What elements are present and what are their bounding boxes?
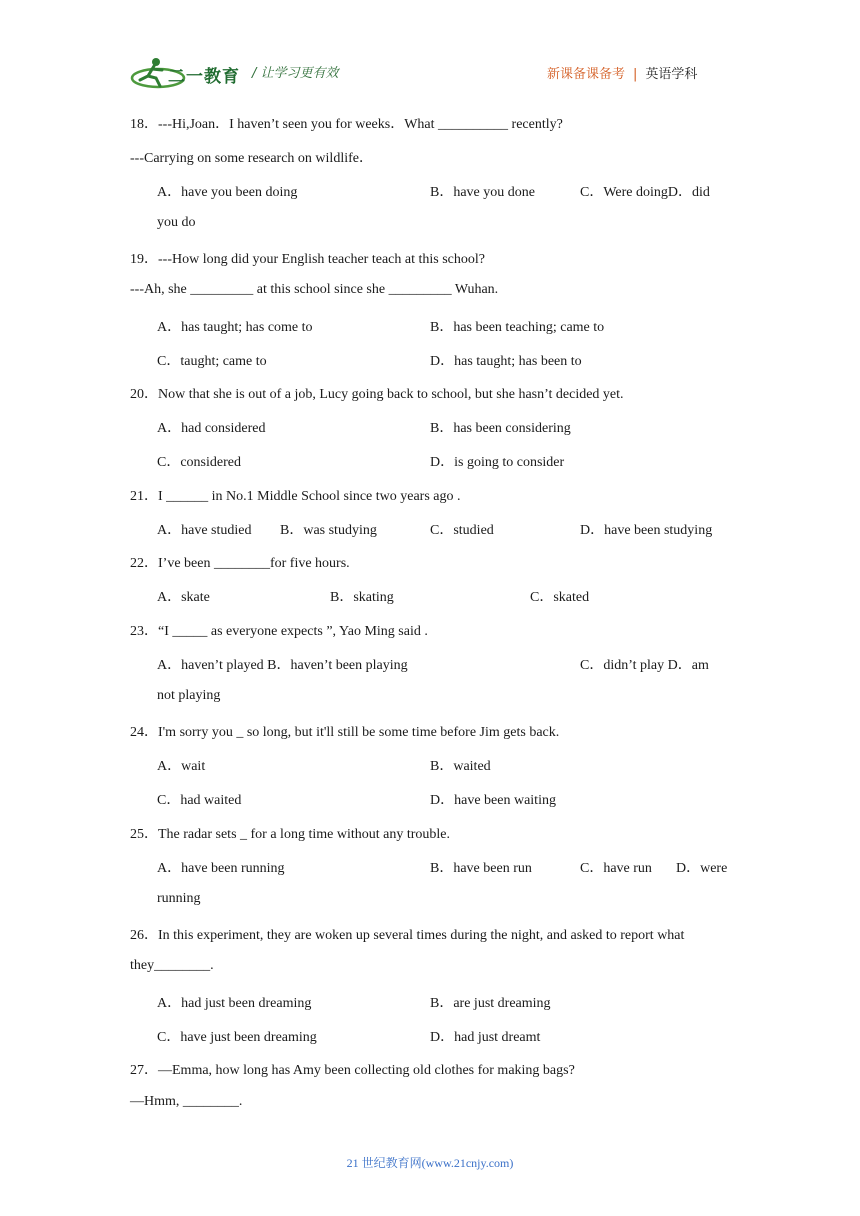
question-20-option-d: D．is going to consider <box>430 455 565 470</box>
header-subject <box>547 63 697 82</box>
question-20-option-a: A．had considered <box>157 421 266 436</box>
page-footer: 21 世纪教育网(www.21cnjy.com) <box>346 1156 514 1170</box>
question-24-stem: 24．I'm sorry you _ so long, but it'll still be some time before Jim gets back. <box>130 725 560 740</box>
slogan: / 让学习更有效 <box>252 66 339 81</box>
question-25-option-b: B．have been run <box>430 861 532 876</box>
question-19-line2: ---Ah, she _________ at this school since she _________ Wuhan. <box>130 282 499 297</box>
question-26-option-d: D．had just dreamt <box>430 1030 541 1045</box>
question-26-option-a: A．had just been dreaming <box>157 996 312 1011</box>
question-18-option-a: A．have you been doing <box>157 185 298 200</box>
question-18-option-wrap: you do <box>157 215 196 230</box>
question-26-option-b: B．are just dreaming <box>430 996 551 1011</box>
question-26-line2: they________. <box>130 958 214 973</box>
page-header <box>0 0 860 100</box>
question-18-stem: 18．---Hi,Joan．I haven’t seen you for weeks．What __________ recently? <box>130 117 563 132</box>
question-19-option-b: B．has been teaching; came to <box>430 320 605 335</box>
header-separator: | <box>633 67 638 82</box>
question-20-option-c: C．considered <box>157 455 241 470</box>
question-24-option-b: B．waited <box>430 759 491 774</box>
question-21-option-d: D．have been studying <box>580 523 713 538</box>
question-25-option-d: D．were <box>676 861 728 876</box>
question-21-option-a: A．have studied <box>157 523 252 538</box>
question-21-option-c: C．studied <box>430 523 494 538</box>
question-25-stem: 25．The radar sets _ for a long time without any trouble. <box>130 827 450 842</box>
question-22-option-c: C．skated <box>530 590 590 605</box>
question-25-option-c: C．have run <box>580 861 652 876</box>
question-23-option-cd: C．didn’t play D．am <box>580 658 709 673</box>
question-22-option-b: B．skating <box>330 590 394 605</box>
question-20-stem: 20．Now that she is out of a job, Lucy going back to school, but she hasn’t decided yet. <box>130 387 624 402</box>
question-18-option-cd: C．Were doingD．did <box>580 185 710 200</box>
question-26-option-c: C．have just been dreaming <box>157 1030 317 1045</box>
question-23-stem: 23．“I _____ as everyone expects ”, Yao Ming said . <box>130 624 428 639</box>
header-subject-label: 英语学科 <box>645 67 698 82</box>
question-20-option-b: B．has been considering <box>430 421 571 436</box>
question-23-option-ab: A．haven’t played B．haven’t been playing <box>157 658 408 673</box>
logo-text: 二一教育 <box>168 67 240 87</box>
question-24-option-c: C．had waited <box>157 793 242 808</box>
question-25-option-a: A．have been running <box>157 861 285 876</box>
header-tagline: 新课备课备考 <box>547 67 626 82</box>
question-19-stem: 19．---How long did your English teacher teach at this school? <box>130 252 485 267</box>
question-26-stem: 26．In this experiment, they are woken up several times during the night, and asked to report what <box>130 928 685 943</box>
question-27-stem: 27．—Emma, how long has Amy been collecting old clothes for making bags? <box>130 1063 575 1078</box>
question-21-option-b: B．was studying <box>280 523 377 538</box>
question-27-line2: —Hmm, ________. <box>130 1094 243 1109</box>
question-18-option-b: B．have you done <box>430 185 535 200</box>
question-19-option-a: A．has taught; has come to <box>157 320 313 335</box>
question-18-line2: ---Carrying on some research on wildlife． <box>130 151 373 166</box>
question-19-option-d: D．has taught; has been to <box>430 354 582 369</box>
question-19-option-c: C．taught; came to <box>157 354 267 369</box>
question-23-option-wrap: not playing <box>157 688 221 703</box>
question-22-stem: 22．I’ve been ________for five hours. <box>130 556 350 571</box>
question-22-option-a: A．skate <box>157 590 210 605</box>
question-21-stem: 21．I ______ in No.1 Middle School since two years ago . <box>130 489 461 504</box>
question-25-option-wrap: running <box>157 891 201 906</box>
question-24-option-d: D．have been waiting <box>430 793 556 808</box>
question-24-option-a: A．wait <box>157 759 206 774</box>
